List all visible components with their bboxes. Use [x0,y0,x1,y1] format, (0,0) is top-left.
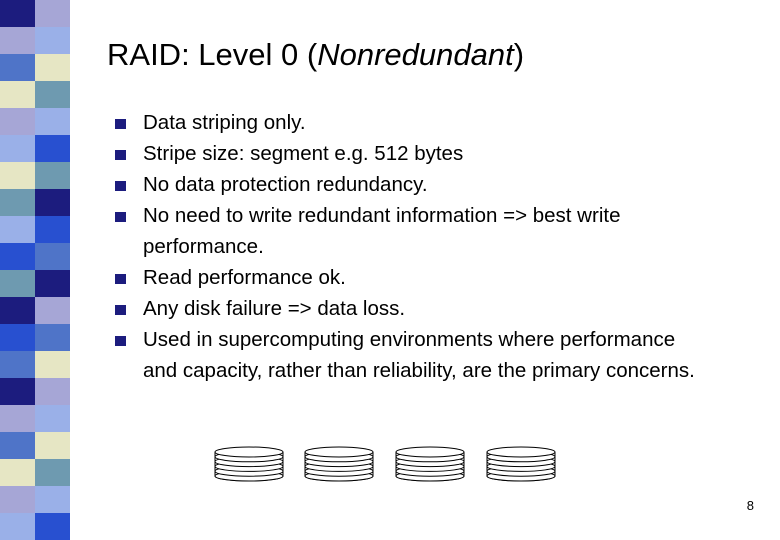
disk-stack-icon [485,446,557,491]
strip-block [35,513,70,540]
square-bullet-icon [115,119,126,129]
bullet-item [115,138,715,169]
strip-block [0,432,35,459]
disk-stack-drawing [213,446,285,486]
strip-block [0,324,35,351]
strip-block [35,432,70,459]
disk-stack-drawing [394,446,466,486]
square-bullet-icon [115,305,126,315]
strip-block [35,0,70,27]
disk-stack-icon [303,446,375,491]
strip-block [0,243,35,270]
strip-block [35,81,70,108]
decorative-side-strip [0,0,70,540]
strip-block [0,378,35,405]
strip-block [35,162,70,189]
bullet-list [115,107,715,386]
bullet-text: Used in supercomputing environments where performance and capacity, rather than reliability, are the primary concerns. [143,328,695,382]
bullet-item [115,200,715,262]
strip-block [35,243,70,270]
bullet-text: Data striping only. [143,111,306,134]
disk-stack-drawing [303,446,375,486]
strip-block [0,162,35,189]
square-bullet-icon [115,336,126,346]
square-bullet-icon [115,150,126,160]
bullet-text: Read performance ok. [143,266,346,289]
strip-block [35,27,70,54]
square-bullet-icon [115,181,126,191]
disk-platter [396,447,464,457]
disk-stack-icon [394,446,466,491]
strip-block [35,189,70,216]
strip-block [0,0,35,27]
disk-platter [305,447,373,457]
strip-block [0,189,35,216]
strip-block [35,270,70,297]
disk-stack-icon [213,446,285,491]
strip-block [0,81,35,108]
strip-block [0,27,35,54]
title-suffix: ) [513,37,525,72]
page-number: 8 [746,498,754,513]
strip-block [35,297,70,324]
strip-block [0,216,35,243]
strip-block [0,459,35,486]
strip-block [35,135,70,162]
strip-block [35,108,70,135]
strip-block [35,54,70,81]
disk-platter [487,447,555,457]
bullet-item [115,324,715,386]
strip-block [35,351,70,378]
strip-block [35,459,70,486]
square-bullet-icon [115,212,126,222]
slide-title [107,33,524,77]
bullet-item [115,262,715,293]
strip-block [0,405,35,432]
bullet-text: No need to write redundant information => best write performance. [143,204,621,258]
title-emphasis: Nonredundant [317,37,514,72]
disk-platter [215,447,283,457]
bullet-text: No data protection redundancy. [143,173,428,196]
strip-block [0,54,35,81]
strip-block [0,135,35,162]
strip-block [35,378,70,405]
strip-block [0,297,35,324]
bullet-text: Stripe size: segment e.g. 512 bytes [143,142,464,165]
strip-block [35,486,70,513]
strip-block [0,108,35,135]
strip-block [0,513,35,540]
strip-block [35,216,70,243]
disk-stack-drawing [485,446,557,486]
strip-block [0,351,35,378]
bullet-item [115,293,715,324]
strip-block [0,270,35,297]
bullet-text: Any disk failure => data loss. [143,297,406,320]
bullet-item [115,169,715,200]
title-prefix: RAID: Level 0 ( [107,37,318,72]
bullet-item [115,107,715,138]
strip-block [0,486,35,513]
strip-block [35,324,70,351]
strip-block [35,405,70,432]
square-bullet-icon [115,274,126,284]
